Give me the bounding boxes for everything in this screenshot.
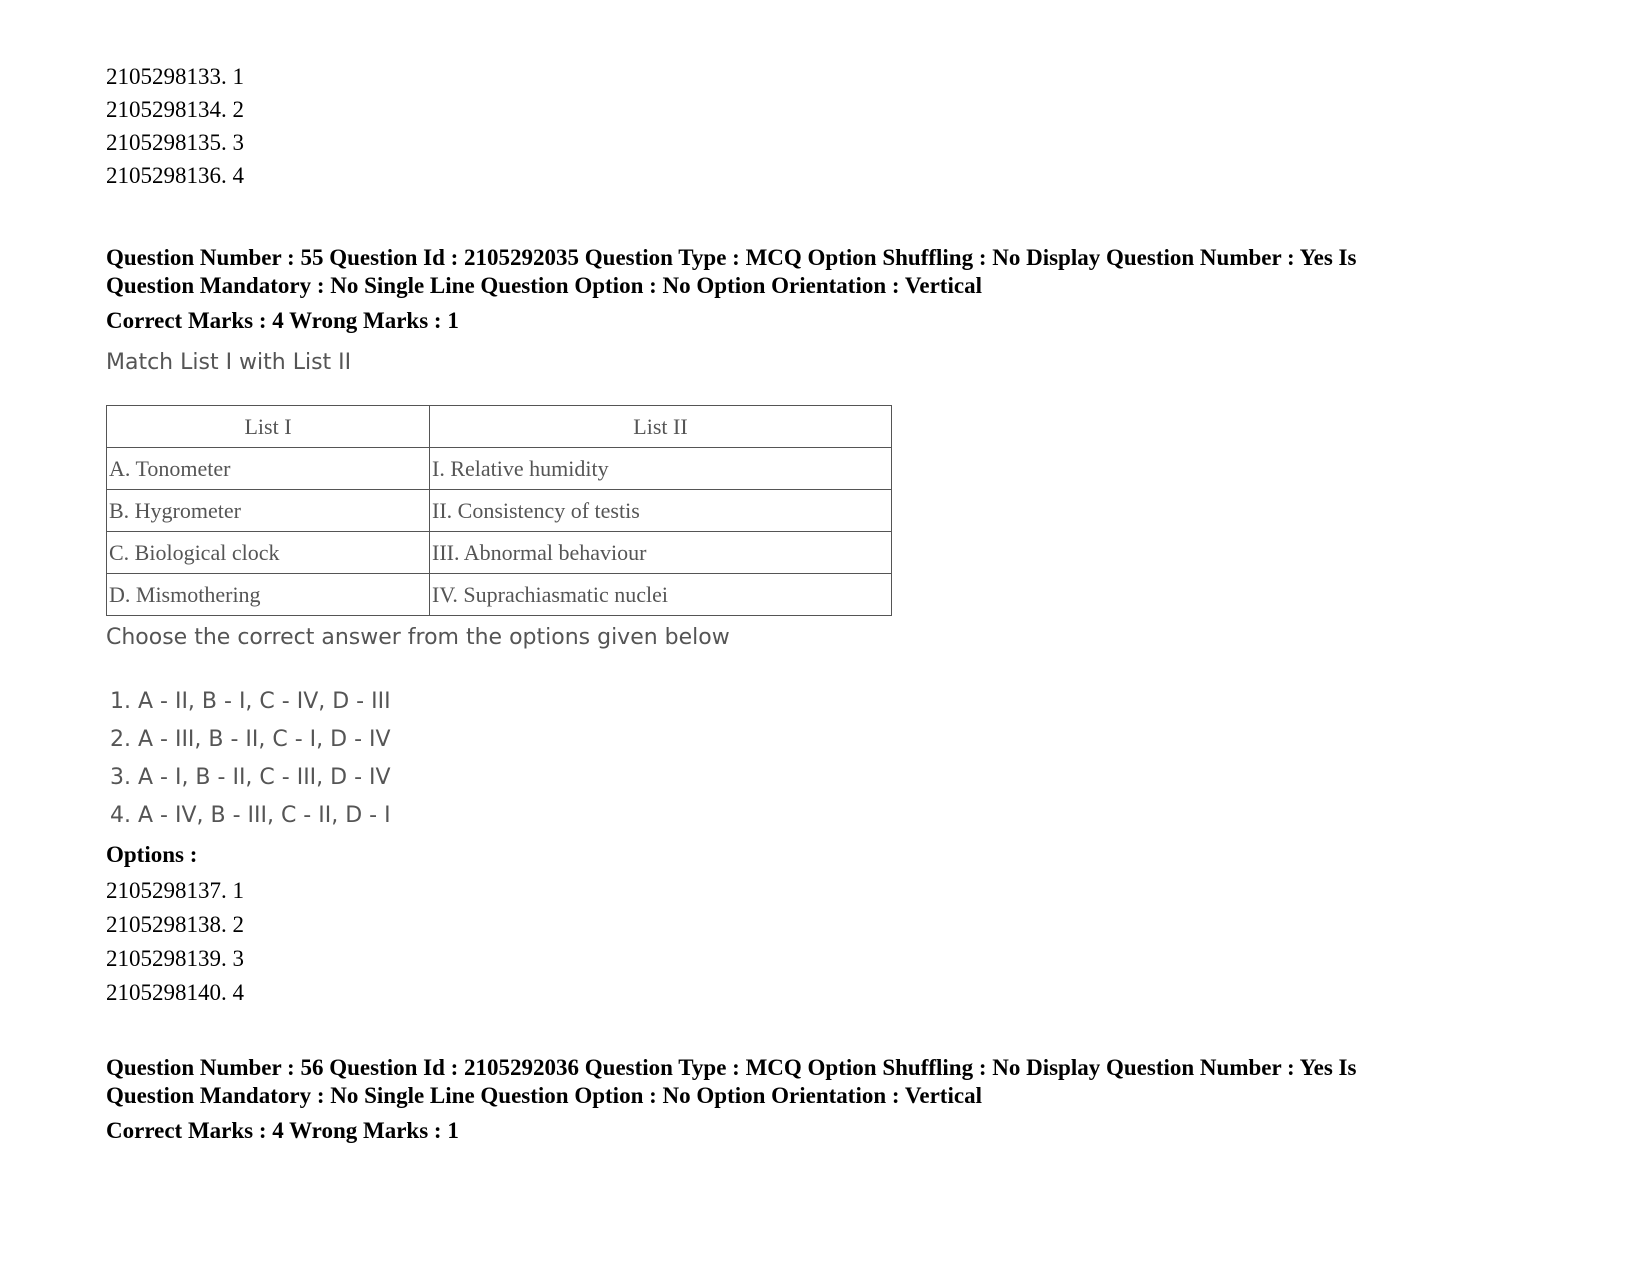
table-row [107,448,892,490]
table-cell: II. Consistency of testis [430,490,892,532]
option-id-line: 2105298133. 1 [106,64,244,89]
option-id: 2105298136 [106,163,221,188]
option-number: 4 [232,163,244,188]
answer-choice: 4. A - IV, B - III, C - II, D - I [110,803,391,828]
option-number: 4 [232,980,244,1005]
option-number: 3 [232,946,244,971]
question-55-marks: Correct Marks : 4 Wrong Marks : 1 [106,308,459,333]
option-id-line: 2105298137. 1 [106,878,244,903]
option-id: 2105298137 [106,878,221,903]
option-number: 3 [232,130,244,155]
option-id: 2105298139 [106,946,221,971]
option-id: 2105298134 [106,97,221,122]
table-cell: D. Mismothering [107,574,430,616]
table-header: List II [430,406,892,448]
answer-choice: 2. A - III, B - II, C - I, D - IV [110,727,391,752]
question-55-instruction: Choose the correct answer from the options given below [106,625,730,650]
option-number: 1 [232,878,244,903]
option-number: 1 [232,64,244,89]
option-id-line: 2105298138. 2 [106,912,244,937]
table-cell: III. Abnormal behaviour [430,532,892,574]
table-cell: A. Tonometer [107,448,430,490]
table-row [107,574,892,616]
option-id-line: 2105298135. 3 [106,130,244,155]
answer-choice: 1. A - II, B - I, C - IV, D - III [110,689,391,714]
question-meta-line: Question Mandatory : No Single Line Question Option : No Option Orientation : Vertical [106,273,982,298]
option-id-line: 2105298139. 3 [106,946,244,971]
option-id-line: 2105298140. 4 [106,980,244,1005]
option-number: 2 [232,97,244,122]
option-id-line: 2105298134. 2 [106,97,244,122]
table-cell: I. Relative humidity [430,448,892,490]
question-meta-line: Question Mandatory : No Single Line Question Option : No Option Orientation : Vertical [106,1083,982,1108]
table-row [107,532,892,574]
option-id: 2105298133 [106,64,221,89]
table-row [107,490,892,532]
option-id: 2105298140 [106,980,221,1005]
match-table [106,405,892,616]
table-cell: B. Hygrometer [107,490,430,532]
question-meta-line: Question Number : 55 Question Id : 2105292035 Question Type : MCQ Option Shuffling : No Display Question Number : Yes Is [106,245,1357,270]
option-id-line: 2105298136. 4 [106,163,244,188]
question-meta-line: Question Number : 56 Question Id : 2105292036 Question Type : MCQ Option Shuffling : No Display Question Number : Yes Is [106,1055,1357,1080]
options-label: Options : [106,842,198,867]
option-number: 2 [232,912,244,937]
question-56-meta [106,1054,1546,1110]
question-55-meta [106,244,1546,300]
table-header: List I [107,406,430,448]
table-cell: IV. Suprachiasmatic nuclei [430,574,892,616]
table-header-row [107,406,892,448]
table-cell: C. Biological clock [107,532,430,574]
answer-choice: 3. A - I, B - II, C - III, D - IV [110,765,391,790]
option-id: 2105298138 [106,912,221,937]
question-55-stem: Match List I with List II [106,350,352,375]
question-56-marks: Correct Marks : 4 Wrong Marks : 1 [106,1118,459,1143]
option-id: 2105298135 [106,130,221,155]
